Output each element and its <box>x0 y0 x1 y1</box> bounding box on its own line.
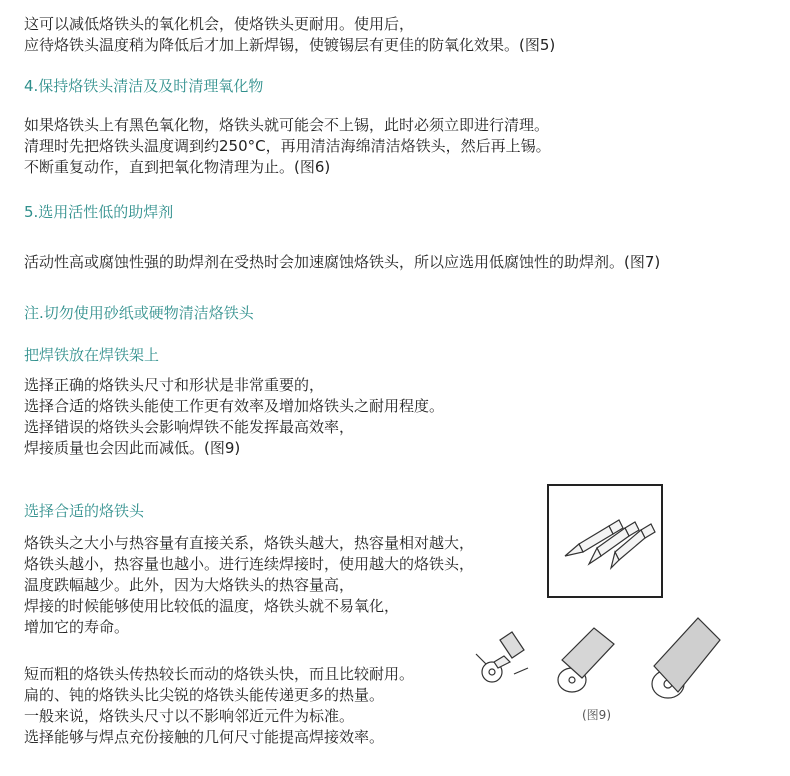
section-tip-heading: 选择合适的烙铁头 <box>24 502 145 520</box>
text-line: 如果烙铁头上有黑色氧化物，烙铁头就可能会不上锡，此时必须立即进行清理。 <box>24 116 550 134</box>
text-line: 应待烙铁头温度稍为降低后才加上新焊锡，使镀锡层有更佳的防氧化效果。(图5) <box>24 36 556 54</box>
text-line: 焊接的时候能够使用比较低的温度，烙铁头就不易氧化， <box>24 597 400 615</box>
text-line: 清理时先把烙铁头温度调到约250°C，再用清洁海绵清洁烙铁头，然后再上锡。 <box>24 137 551 155</box>
soldering-tips-illustration <box>547 484 663 598</box>
section-4-body <box>24 115 551 178</box>
text-line: 选择正确的烙铁头尺寸和形状是非常重要的， <box>24 376 325 394</box>
text-line: 一般来说，烙铁头尺寸以不影响邻近元件为标准。 <box>24 707 355 725</box>
text-line: 焊接质量也会因此而减低。(图9) <box>24 439 241 457</box>
section-tip-para-1 <box>24 533 474 638</box>
tips-icon <box>549 486 661 596</box>
text-line: 扁的、钝的烙铁头比尖锐的烙铁头能传递更多的热量。 <box>24 686 385 704</box>
section-tip-para-2 <box>24 664 414 748</box>
text-line: 选择错误的烙铁头会影响焊铁不能发挥最高效率， <box>24 418 355 436</box>
text-line: 烙铁头越小，热容量也越小。进行连续焊接时，使用越大的烙铁头， <box>24 555 475 573</box>
text-line: 温度跌幅越少。此外，因为大烙铁头的热容量高， <box>24 576 355 594</box>
section-4-heading: 4.保持烙铁头清洁及及时清理氧化物 <box>24 77 264 95</box>
figure-caption: (图9) <box>582 708 611 722</box>
text-line: 烙铁头之大小与热容量有直接关系，烙铁头越大，热容量相对越大， <box>24 534 475 552</box>
section-5-heading: 5.选用活性低的助焊剂 <box>24 203 174 221</box>
note-heading: 注.切勿使用砂纸或硬物清洁烙铁头 <box>24 304 254 322</box>
section-stand-body <box>24 375 444 459</box>
section-stand-heading: 把焊铁放在焊铁架上 <box>24 346 160 364</box>
text-line: 选择合适的烙铁头能使工作更有效率及增加烙铁头之耐用程度。 <box>24 397 445 415</box>
text-line: 增加它的寿命。 <box>24 618 130 636</box>
text-line: 这可以减低烙铁头的氧化机会，使烙铁头更耐用。使用后， <box>24 15 415 33</box>
text-line: 短而粗的烙铁头传热较长而动的烙铁头快，而且比较耐用。 <box>24 665 415 683</box>
text-line: 活动性高或腐蚀性强的助焊剂在受热时会加速腐蚀烙铁头，所以应选用低腐蚀性的助焊剂。(图7) <box>24 253 661 271</box>
text-line: 不断重复动作，直到把氧化物清理为止。(图6) <box>24 158 331 176</box>
text-line: 选择能够与焊点充份接触的几何尺寸能提高焊接效率。 <box>24 728 385 746</box>
section-5-body <box>24 252 660 273</box>
intro-paragraph <box>24 14 555 56</box>
